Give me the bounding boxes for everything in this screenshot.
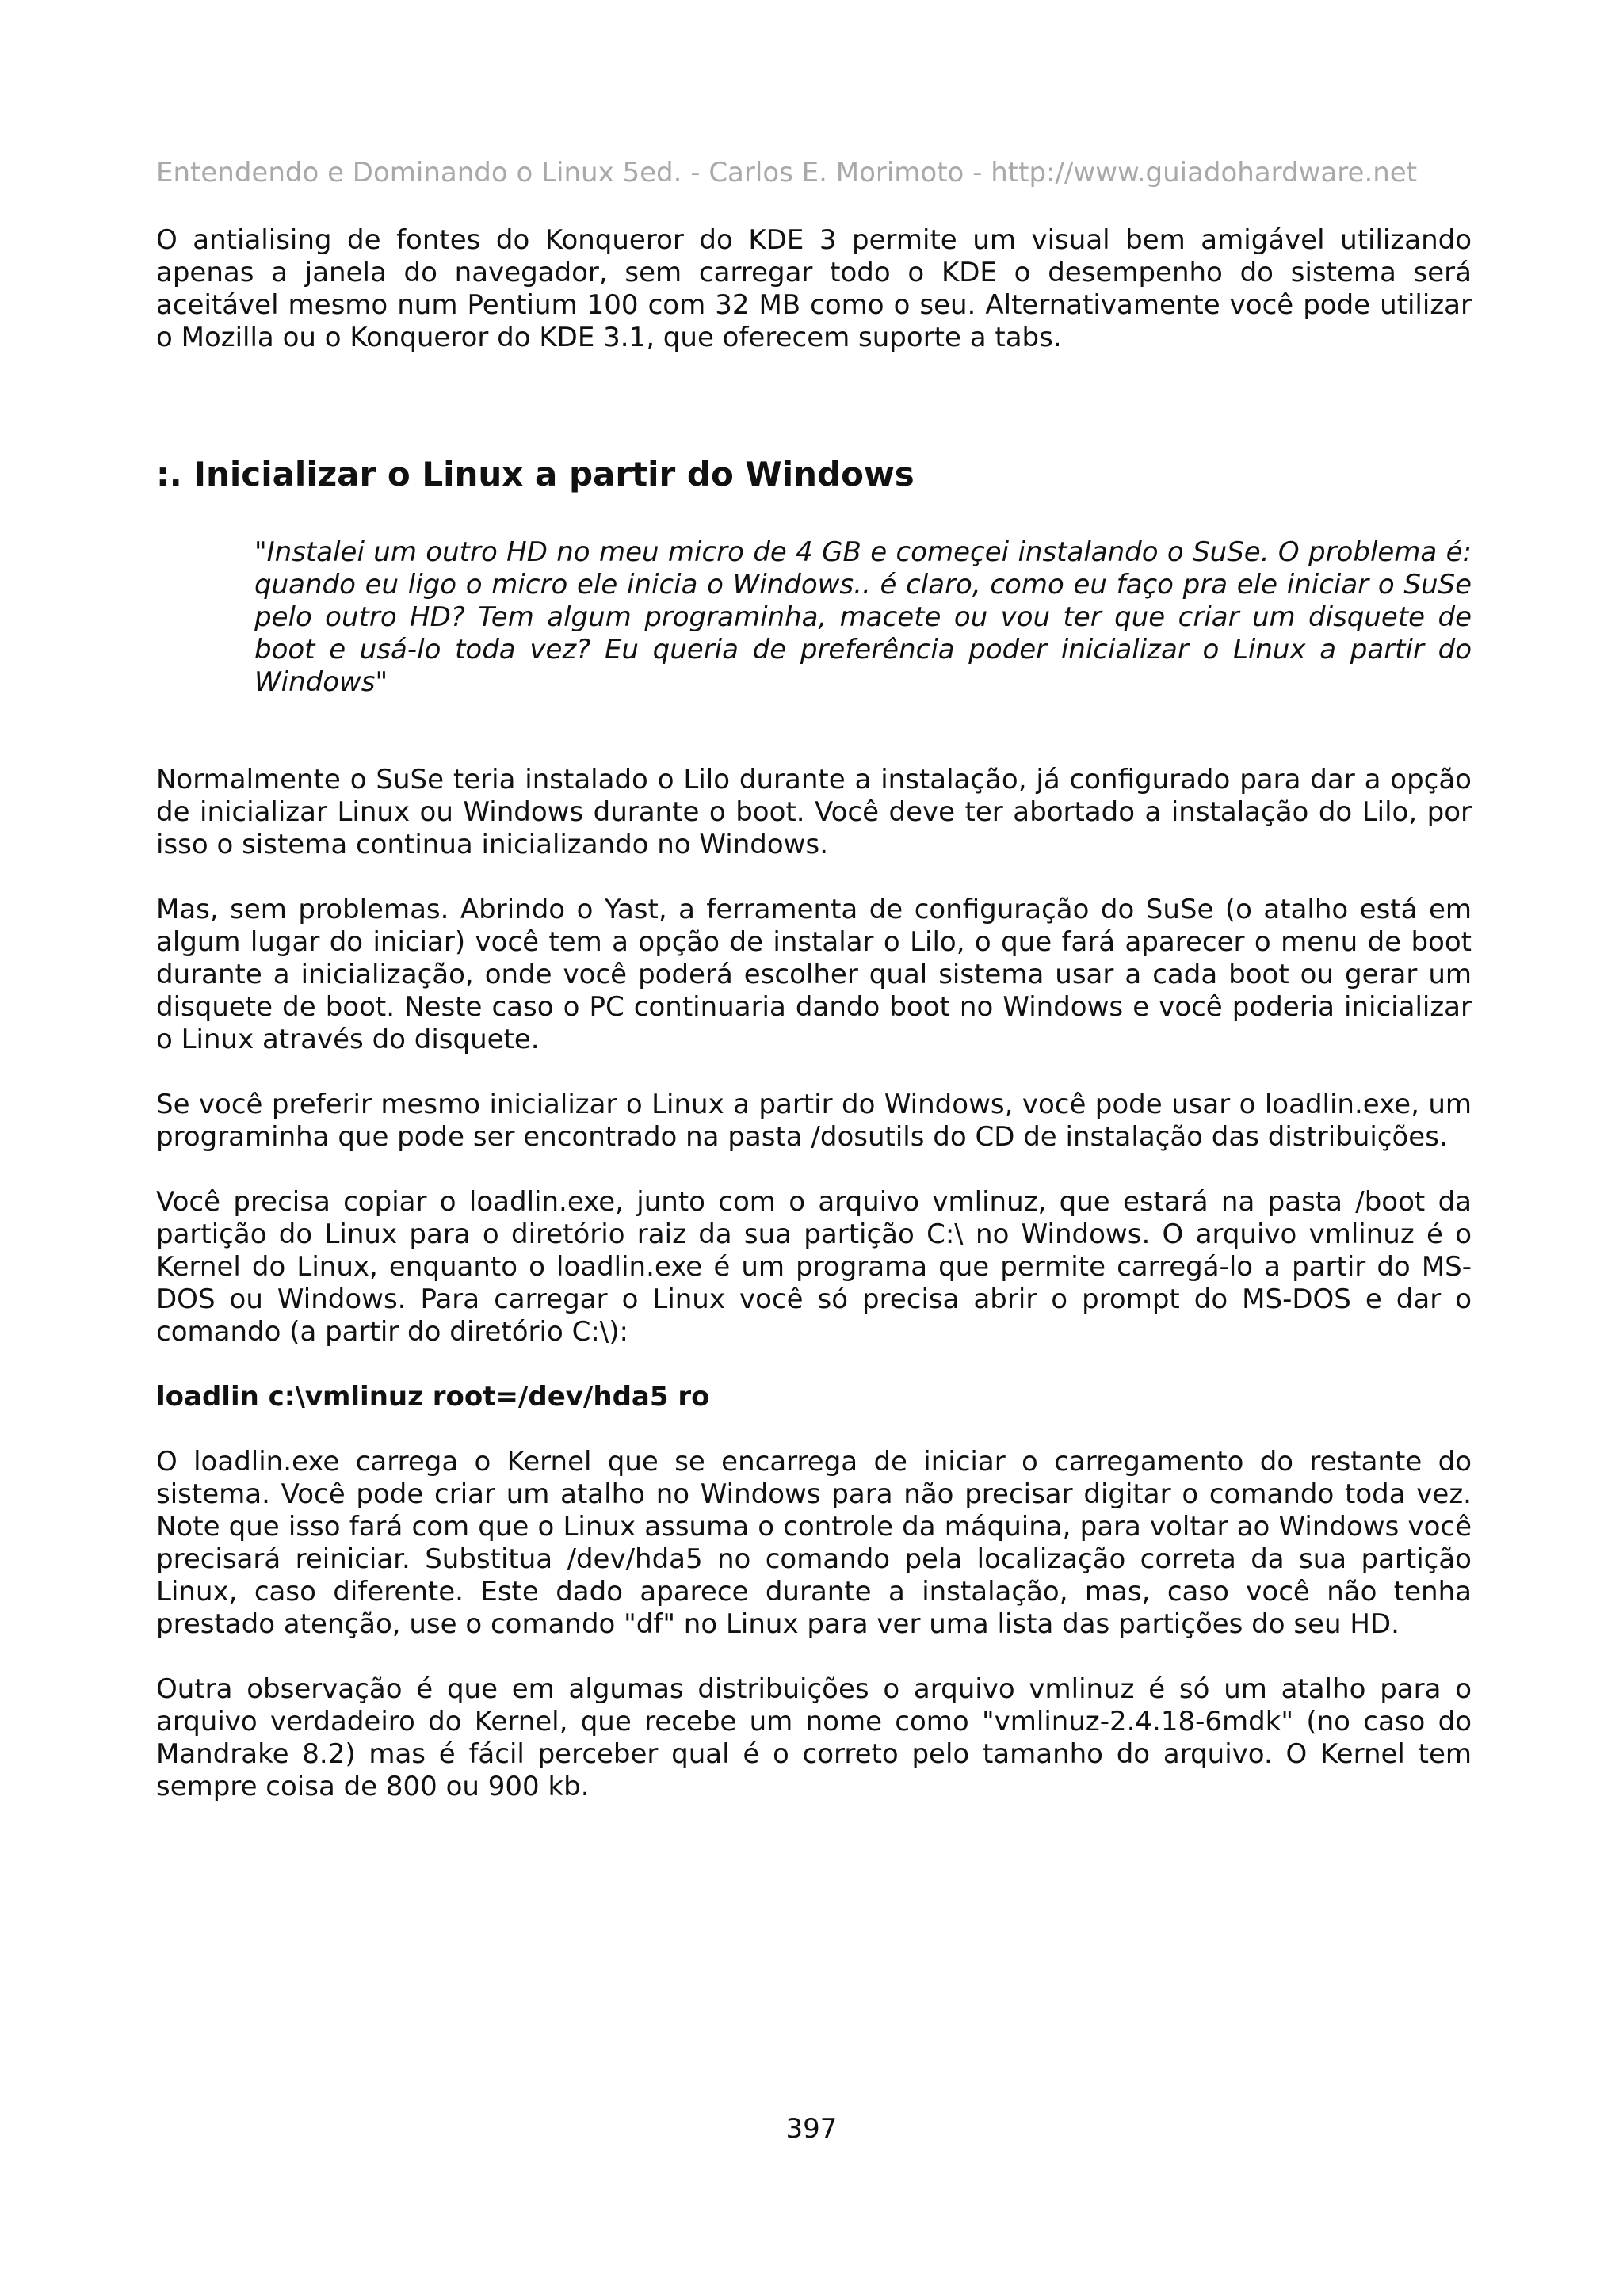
paragraph-lilo: Normalmente o SuSe teria instalado o Lilo durante a instalação, já configurado para dar a opção de inicializar Linux ou Windows durante o boot. Você deve ter abortado a instalação do Lilo, por isso o sistema continua inicializando no Windows. <box>156 764 1472 860</box>
paragraph-copy-instructions: Você precisa copiar o loadlin.exe, junto com o arquivo vmlinuz, que estará na pasta /boot da partição do Linux para o diretório raiz da sua partição C:\ no Windows. O arquivo vmlinuz é o Kernel do Linux, enquanto o loadlin.exe é um programa que permite carregá-lo a partir do MS-DOS ou Windows. Para carregar o Linux você só precisa abrir o prompt do MS-DOS e dar o comando (a partir do diretório C:\): <box>156 1186 1472 1348</box>
command-line: loadlin c:\vmlinuz root=/dev/hda5 ro <box>156 1381 710 1413</box>
section-heading: :. Inicializar o Linux a partir do Windows <box>156 455 915 494</box>
paragraph-loadlin-explanation: O loadlin.exe carrega o Kernel que se encarrega de iniciar o carregamento do restante do sistema. Você pode criar um atalho no Windows para não precisar digitar o comando toda vez. Note que isso fará com que o Linux assuma o controle da máquina, para voltar ao Windows você precisará reiniciar. Substitua /dev/hda5 no comando pela localização correta da sua partição Linux, caso diferente. Este dado aparece durante a instalação, mas, caso você não tenha prestado atenção, use o comando "df" no Linux para ver uma lista das partições do seu HD. <box>156 1446 1472 1640</box>
paragraph-loadlin-intro: Se você preferir mesmo inicializar o Linux a partir do Windows, você pode usar o loadlin.exe, um programinha que pode ser encontrado na pasta /dosutils do CD de instalação das distribuições. <box>156 1089 1472 1153</box>
intro-paragraph: O antialising de fontes do Konqueror do KDE 3 permite um visual bem amigável utilizando apenas a janela do navegador, sem carregar todo o KDE o desempenho do sistema será aceitável mesmo num Pentium 100 com 32 MB como o seu. Alternativamente você pode utilizar o Mozilla ou o Konqueror do KDE 3.1, que oferecem suporte a tabs. <box>156 224 1472 353</box>
paragraph-yast: Mas, sem problemas. Abrindo o Yast, a ferramenta de configuração do SuSe (o atalho está em algum lugar do iniciar) você tem a opção de instalar o Lilo, o que fará aparecer o menu de boot durante a inicialização, onde você poderá escolher qual sistema usar a cada boot ou gerar um disquete de boot. Neste caso o PC continuaria dando boot no Windows e você poderia inicializar o Linux através do disquete. <box>156 894 1472 1055</box>
page-number: 397 <box>785 2113 838 2145</box>
paragraph-vmlinuz-note: Outra observação é que em algumas distribuições o arquivo vmlinuz é só um atalho para o arquivo verdadeiro do Kernel, que recebe um nome como "vmlinuz-2.4.18-6mdk" (no caso do Mandrake 8.2) mas é fácil perceber qual é o correto pelo tamanho do arquivo. O Kernel tem sempre coisa de 800 ou 900 kb. <box>156 1673 1472 1802</box>
running-header: Entendendo e Dominando o Linux 5ed. - Carlos E. Morimoto - http://www.guiadohardware.net <box>156 157 1418 189</box>
page-content <box>156 224 1472 1803</box>
reader-quote: "Instalei um outro HD no meu micro de 4 GB e começei instalando o SuSe. O problema é: quando eu ligo o micro ele inicia o Windows.. é claro, como eu faço pra ele iniciar o SuSe pelo outro HD? Tem algum programinha, macete ou vou ter que criar um disquete de boot e usá-lo toda vez? Eu queria de preferência poder inicializar o Linux a partir do Windows" <box>254 536 1472 698</box>
